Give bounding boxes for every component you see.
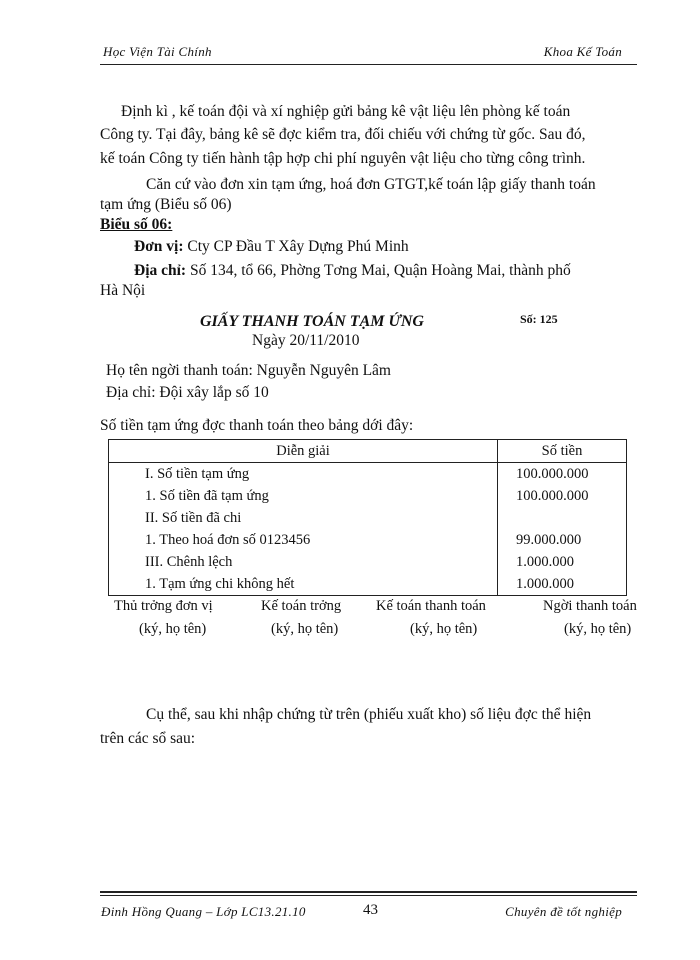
footer-right: Chuyên đề tốt nghiệp: [505, 904, 622, 919]
table-row: [109, 463, 627, 486]
table-row: [109, 551, 627, 573]
footer-left: Đinh Hồng Quang – Lớp LC13.21.10: [101, 904, 306, 919]
page-number: 43: [363, 902, 378, 918]
signature-note: (ký, họ tên): [271, 621, 339, 637]
row-amount: 99.000.000: [498, 529, 627, 551]
don-vi-label: Đơn vị:: [134, 238, 184, 255]
table-row: [109, 507, 627, 529]
row-amount: 1.000.000: [498, 573, 627, 596]
row-amount: 100.000.000: [498, 463, 627, 486]
bieu-so-label: Biểu số 06:: [100, 216, 173, 233]
row-description: 1. Theo hoá đơn số 0123456: [109, 529, 498, 551]
table-row: [109, 529, 627, 551]
header-right: Khoa Kế Toán: [543, 44, 622, 59]
dia-chi-line: [134, 262, 571, 280]
footer-rule-bottom: [100, 895, 637, 896]
dia-chi-value: Số 134, tổ 66, Phờng Tơng Mai, Quận Hoàng Mai, thành phố: [189, 262, 571, 279]
signature-role: Ngời thanh toán: [543, 598, 637, 614]
payer-address: Địa chỉ: Đội xây lắp số 10: [106, 384, 269, 401]
dia-chi-label: Địa chỉ:: [134, 262, 187, 279]
signature-note: (ký, họ tên): [139, 621, 207, 637]
signature-note: (ký, họ tên): [410, 621, 478, 637]
table-row: [109, 573, 627, 596]
row-description: I. Số tiền tạm ứng: [109, 463, 498, 486]
closing-line1: Cụ thể, sau khi nhập chứng từ trên (phiếu xuất kho) số liệu đợc thể hiện: [146, 706, 592, 723]
don-vi-value: Cty CP Đầu T Xây Dựng Phú Minh: [187, 238, 409, 255]
table-header-row: [109, 440, 627, 463]
table-intro: Số tiền tạm ứng đợc thanh toán theo bảng dới đây:: [100, 417, 414, 434]
form-title: GIẤY THANH TOÁN TẠM ỨNG: [200, 313, 424, 330]
row-description: III. Chênh lệch: [109, 551, 498, 573]
header-left: Học Viện Tài Chính: [103, 44, 212, 59]
don-vi-line: [134, 238, 409, 256]
closing-line2: trên các sổ sau:: [100, 730, 196, 747]
row-amount: 100.000.000: [498, 485, 627, 507]
header-description: Diễn giải: [109, 440, 498, 463]
form-number: Số: 125: [520, 312, 558, 326]
signature-role: Kế toán thanh toán: [376, 598, 486, 614]
settlement-table: [108, 439, 627, 596]
signature-role: Thủ trởng đơn vị: [114, 598, 213, 614]
para2-line2: tạm ứng (Biểu số 06): [100, 196, 232, 213]
signature-note: (ký, họ tên): [564, 621, 632, 637]
signature-role: Kế toán trởng: [261, 598, 342, 614]
para1-line3: kế toán Công ty tiến hành tập hợp chi phí nguyên vật liệu cho từng công trình.: [100, 150, 586, 167]
header-amount: Số tiền: [498, 440, 627, 463]
row-amount: [498, 507, 627, 529]
row-description: 1. Tạm ứng chi không hết: [109, 573, 498, 596]
row-description: 1. Số tiền đã tạm ứng: [109, 485, 498, 507]
para1-line1: Định kì , kế toán đội và xí nghiệp gửi bảng kê vật liệu lên phòng kế toán: [121, 103, 571, 120]
row-description: II. Số tiền đã chi: [109, 507, 498, 529]
payer-name: Họ tên ngời thanh toán: Nguyễn Nguyên Lâm: [106, 362, 391, 379]
footer-rule-top: [100, 891, 637, 893]
para1-line2: Công ty. Tại đây, bảng kê sẽ đợc kiểm tra, đối chiếu với chứng từ gốc. Sau đó,: [100, 126, 586, 143]
para2-line1: Căn cứ vào đơn xin tạm ứng, hoá đơn GTGT,kế toán lập giấy thanh toán: [146, 176, 596, 193]
dia-chi-value-line2: Hà Nội: [100, 282, 146, 299]
row-amount: 1.000.000: [498, 551, 627, 573]
form-date: Ngày 20/11/2010: [252, 332, 360, 349]
table-row: [109, 485, 627, 507]
header-rule: [100, 64, 637, 65]
